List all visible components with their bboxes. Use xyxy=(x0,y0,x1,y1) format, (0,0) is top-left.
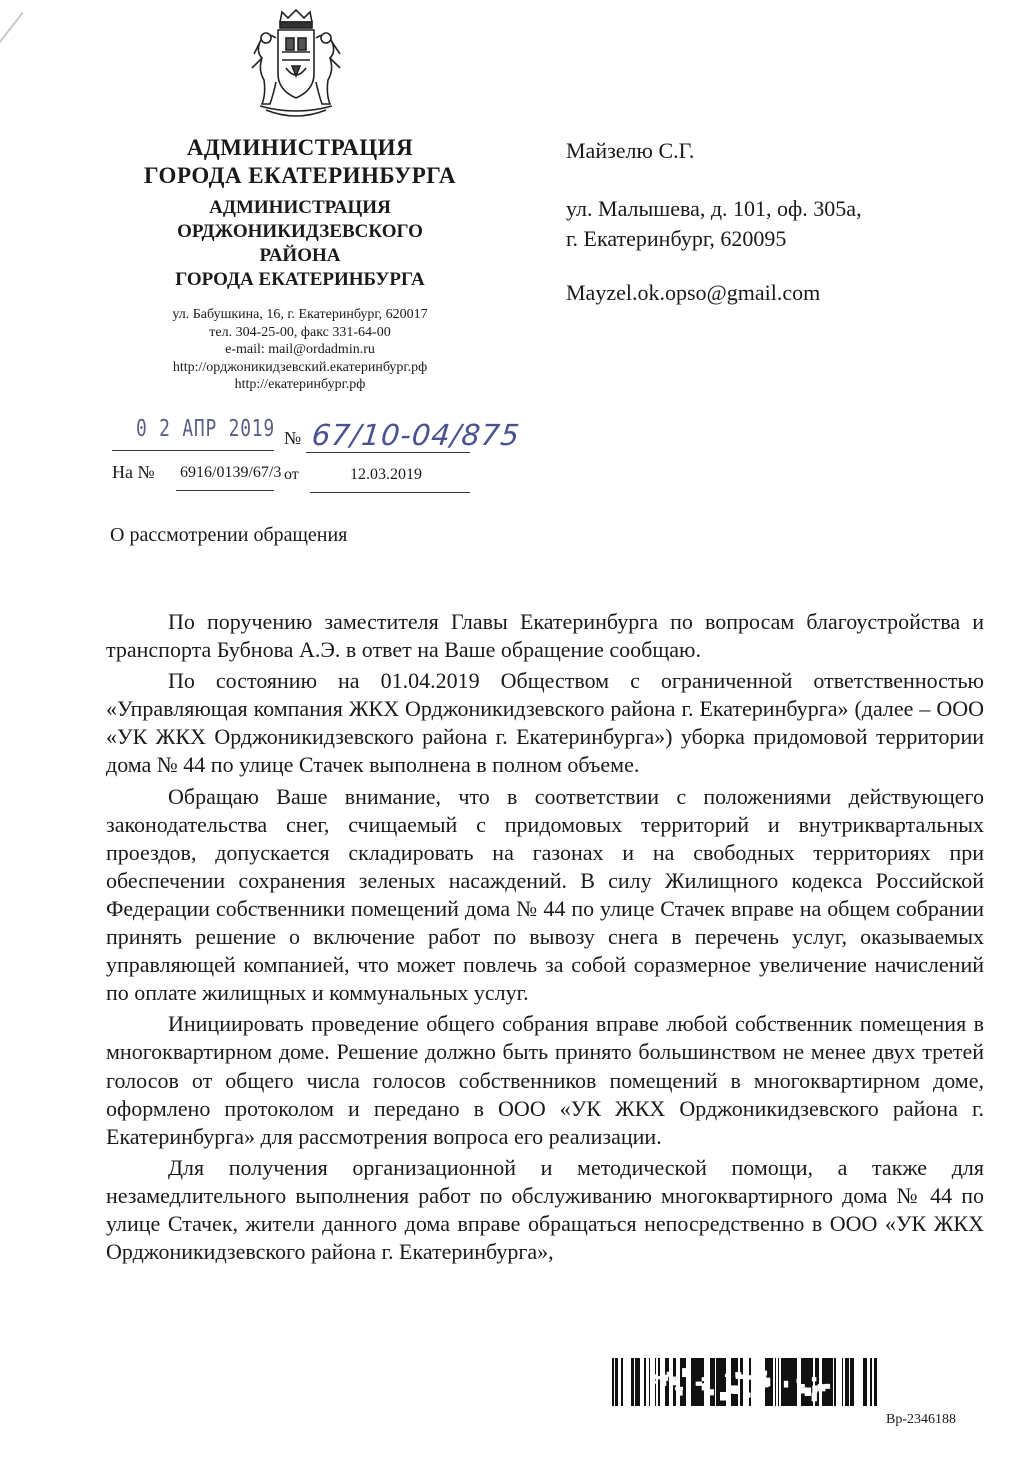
body-paragraph-1: По поручению заместителя Главы Екатеринбурга по вопросам благоустройства и транспорта Бубнова А.Э. в ответ на Ваше обращение сообщаю. xyxy=(106,609,984,663)
body-paragraph-4: Инициировать проведение общего собрания вправе любой собственник помещения в многоквартирном доме. Решение должно быть принято большинством не менее двух третей голосов от общего числа голосов собственников помещений в многоквартирном доме, оформлено протоколом и передано в ООО «УК ЖКХ Орджоникидзевского района г. Екатеринбурга» для рассмотрения вопроса его реализации. xyxy=(106,1011,984,1149)
scan-artifact-line xyxy=(0,12,24,62)
document-code: Вр-2346188 xyxy=(886,1412,956,1427)
department-header xyxy=(110,196,490,292)
addressee-city: г. Екатеринбург, 620095 xyxy=(566,226,787,251)
contact-site-1: http://орджоникидзевский.екатеринбург.рф xyxy=(172,359,428,375)
contact-block xyxy=(110,306,490,394)
letter-body xyxy=(106,608,984,1266)
date-underline xyxy=(112,450,274,451)
org-line-1: АДМИНИСТРАЦИЯ xyxy=(186,135,414,160)
number-underline xyxy=(306,452,470,453)
reference-date-underline xyxy=(310,492,470,493)
reference-date: 12.03.2019 xyxy=(350,466,422,483)
number-sign: № xyxy=(284,428,302,448)
reference-underline xyxy=(176,490,274,491)
contact-address: ул. Бабушкина, 16, г. Екатеринбург, 620017 xyxy=(172,307,428,322)
barcode-icon xyxy=(612,1358,880,1406)
dept-line-4: ГОРОДА ЕКАТЕРИНБУРГА xyxy=(175,269,425,290)
contact-email: e-mail: mail@ordadmin.ru xyxy=(225,342,375,357)
organization-header xyxy=(110,134,490,190)
reference-label: На № xyxy=(112,462,155,482)
body-paragraph-2: По состоянию на 01.04.2019 Обществом с ограниченной ответственностью «Управляющая компания ЖКХ Орджоникидзевского района г. Екатеринбурга» (далее – ООО «УК ЖКХ Орджоникидзевского района г. Екатеринбурга») уборка придомовой территории дома № 44 по улице Стачек выполнена в полном объеме. xyxy=(106,668,984,778)
body-paragraph-5: Для получения организационной и методической помощи, а также для незамедлительного выполнения работ по обслуживанию многоквартирного дома № 44 по улице Стачек, жители данного дома вправе обращаться непосредственно в ООО «УК ЖКХ Орджоникидзевского района г. Екатеринбурга», xyxy=(106,1154,984,1265)
reference-from-label: от xyxy=(284,466,299,483)
date-stamp: 0 2 АПР 2019 xyxy=(136,416,275,442)
handwritten-number: 67/10-04/875 xyxy=(310,418,522,452)
reference-number: 6916/0139/67/3 xyxy=(180,464,282,481)
addressee-email: Mayzel.ok.opso@gmail.com xyxy=(566,280,821,305)
letter-subject: О рассмотрении обращения xyxy=(110,524,348,546)
dept-line-1: АДМИНИСТРАЦИЯ xyxy=(209,197,391,218)
org-line-2: ГОРОДА ЕКАТЕРИНБУРГА xyxy=(144,163,456,188)
coat-of-arms-icon xyxy=(246,8,346,122)
addressee-street: ул. Малышева, д. 101, оф. 305а, xyxy=(566,196,862,221)
contact-site-2: http://екатеринбург.рф xyxy=(234,377,366,392)
addressee-name: Майзелю С.Г. xyxy=(566,138,695,163)
body-paragraph-3: Обращаю Ваше внимание, что в соответствии с положениями действующего законодательства снег, счищаемый с придомовых территорий и внутриквартальных проездов, допускается складировать на газонах и на свободных территориях при обеспечении сохранения зеленых насаждений. В силу Жилищного кодекса Российской Федерации собственники помещений дома № 44 по улице Стачек вправе на общем собрании принять решение о включение работ по вывозу снега в перечень услуг, оказываемых управляющей компанией, что может повлечь за собой соразмерное увеличение начислений по оплате жилищных и коммунальных услуг. xyxy=(106,783,984,1006)
contact-phone: тел. 304-25-00, факс 331-64-00 xyxy=(209,324,391,340)
dept-line-3: РАЙОНА xyxy=(259,245,341,266)
dept-line-2: ОРДЖОНИКИДЗЕВСКОГО xyxy=(177,221,423,242)
